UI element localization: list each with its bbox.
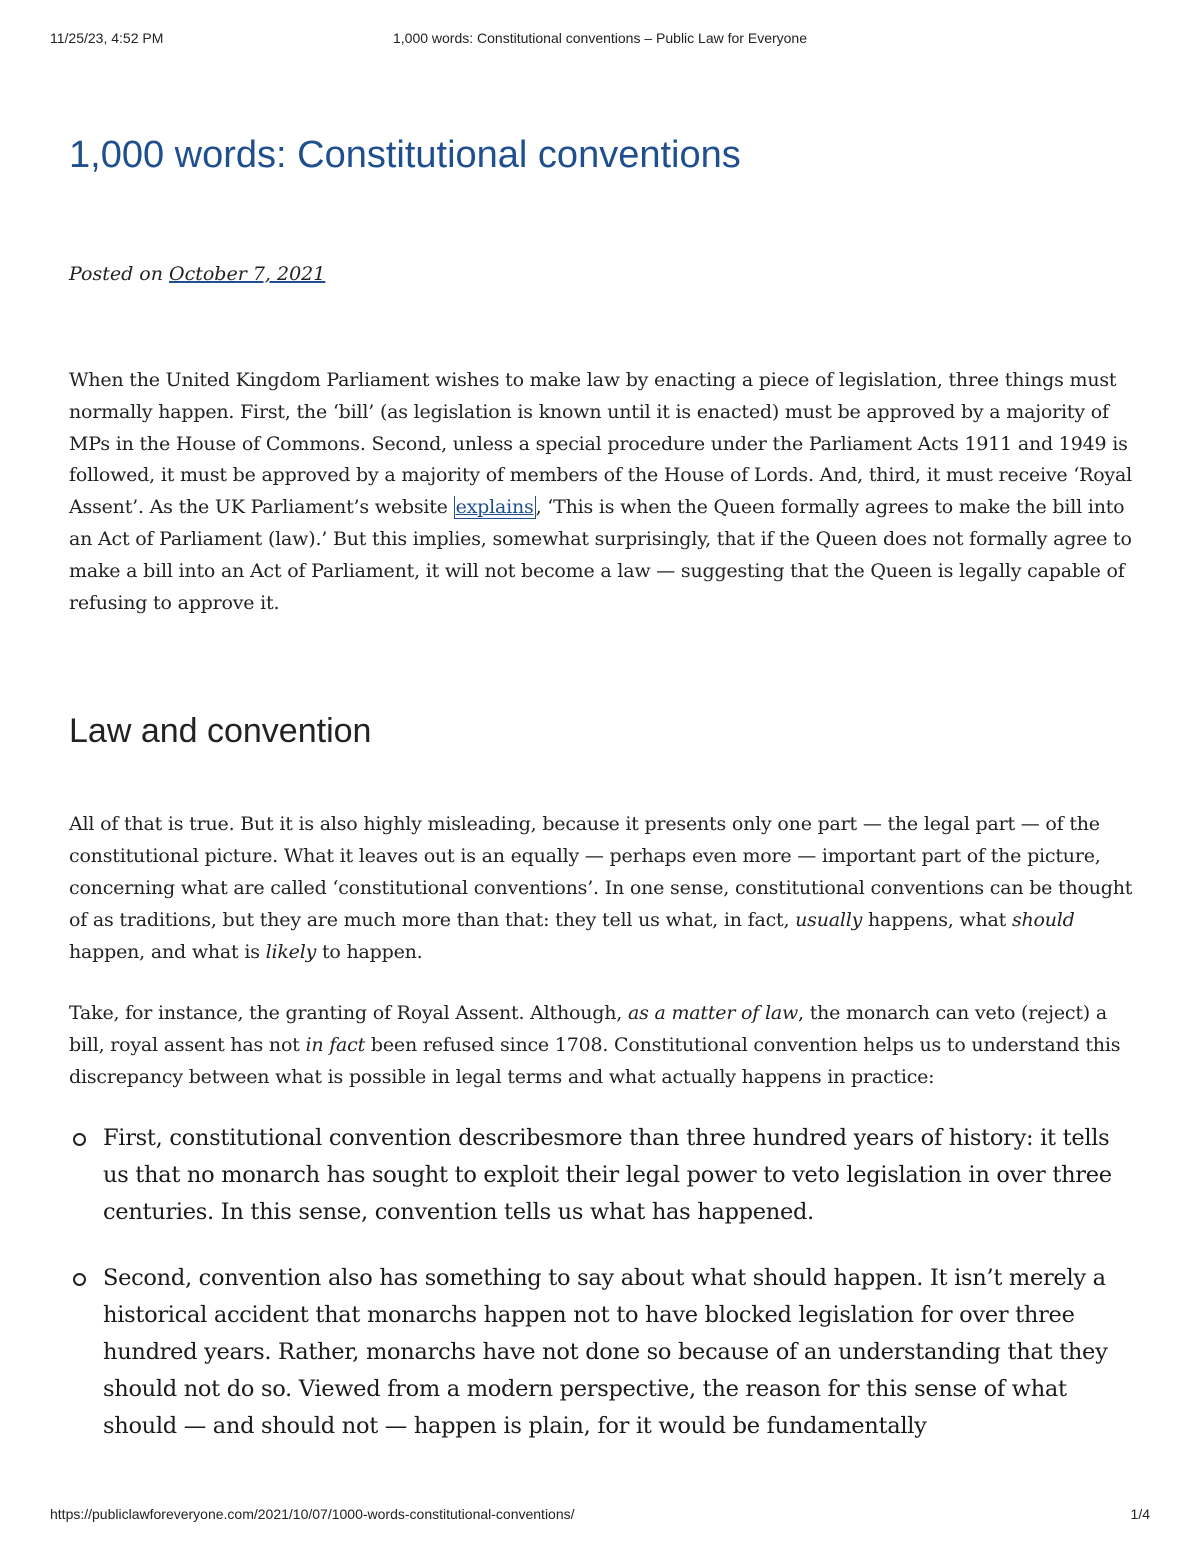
intro-text-after-link: , ‘This is when the Queen formally agrees to make the bill into an Act of Parliament (law).’ But this implies, somewhat surprisingly, that if the Queen does not formally agree to make a bill into an Act of Parliament, it will not become a law — suggesting that the Queen is legally capable of refusing to approve it. <box>69 496 1132 614</box>
list-item-text: Second, convention also has something to say about what should happen. It isn’t merely a historical accident that monarchs happen not to have blocked legislation for over three hundred years. Rather, monarchs have not done so because of an understanding that they should not do so. Viewed from a modern perspective, the reason for this sense of what should — and should not — happen is plain, for it would be fundamentally <box>103 1264 1108 1439</box>
list-item <box>69 1120 1139 1231</box>
section-heading-law-and-convention: Law and convention <box>69 712 372 751</box>
para1-emphasis-likely: likely <box>265 940 317 963</box>
posted-on <box>69 260 1139 288</box>
print-footer <box>50 1506 1150 1526</box>
article <box>69 128 1139 1445</box>
posted-prefix: Posted on <box>69 263 170 285</box>
list-item-text: First, constitutional convention describesmore than three hundred years of history: it tells us that no monarch has sought to exploit their legal power to veto legislation in over three centuries. In this sense, convention tells us what has happened. <box>103 1124 1112 1225</box>
para2-text-1: Take, for instance, the granting of Royal Assent. Although, <box>69 1002 628 1025</box>
para1-text-2: happens, what <box>862 908 1012 931</box>
print-page-number: 1/4 <box>1130 1506 1150 1522</box>
print-page-url: https://publiclawforeveryone.com/2021/10/07/1000-words-constitutional-conventions/ <box>50 1506 575 1522</box>
para1-emphasis-usually: usually <box>795 908 863 931</box>
intro-paragraph <box>69 365 1139 619</box>
article-title: 1,000 words: Constitutional conventions <box>69 134 741 176</box>
para2-emphasis-matter-of-law: as a matter of law <box>627 1002 799 1025</box>
paragraph-royal-assent <box>69 998 1139 1093</box>
para1-text-3: happen, and what is <box>69 940 266 963</box>
list-item <box>69 1260 1139 1445</box>
print-datetime: 11/25/23, 4:52 PM <box>50 30 164 46</box>
circle-bullet-icon <box>73 1273 86 1286</box>
para2-text-2: , the monarch can veto (reject) a bill, royal assent has not <box>69 1002 1107 1057</box>
para1-emphasis-should: should <box>1011 908 1075 931</box>
para2-emphasis-in-fact: in fact <box>305 1034 366 1057</box>
circle-bullet-icon <box>73 1133 86 1146</box>
para1-text-1: All of that is true. But it is also highly misleading, because it presents only one part — the legal part — of the constitutional picture. What it leaves out is an equally — perhaps even more — important part of the picture, concerning what are called ‘constitutional conventions’. In one sense, constitutional conventions can be thought of as traditions, but they are much more than that: they tell us what, in fact, <box>69 813 1133 931</box>
convention-points-list <box>69 1120 1139 1445</box>
print-document-title: 1,000 words: Constitutional conventions – Public Law for Everyone <box>392 30 807 46</box>
print-header <box>50 30 1150 50</box>
paragraph-conventions <box>69 809 1139 968</box>
intro-text-before-link: When the United Kingdom Parliament wishes to make law by enacting a piece of legislation, three things must normally happen. First, the ‘bill’ (as legislation is known until it is enacted) must be approved by a majority of MPs in the House of Commons. Second, unless a special procedure under the Parliament Acts 1911 and 1949 is followed, it must be approved by a majority of members of the House of Lords. And, third, it must receive ‘Royal Assent’. As the UK Parliament’s website <box>69 369 1132 519</box>
posted-date-link[interactable]: October 7, 2021 <box>169 263 326 285</box>
explains-link[interactable]: explains <box>455 496 534 519</box>
para2-text-3: been refused since 1708. Constitutional convention helps us to understand this discrepancy between what is possible in legal terms and what actually happens in practice: <box>69 1034 1121 1088</box>
para1-text-4: to happen. <box>316 940 423 963</box>
